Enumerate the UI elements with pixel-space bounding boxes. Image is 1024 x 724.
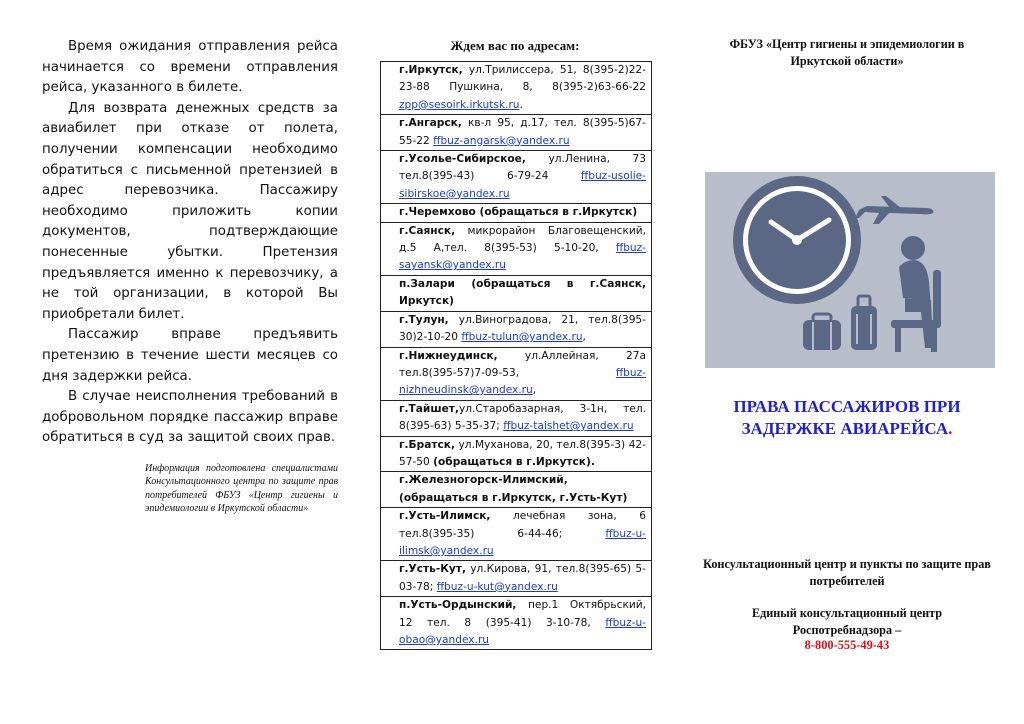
paragraph-waiting-time: Время ожидания отправления рейса начинается со времени отправления рейса, указанного в билете. (42, 39, 338, 96)
address-email-link[interactable]: zpp@sesoirk.irkutsk.ru (399, 98, 520, 111)
address-row-content (386, 276, 646, 311)
address-row (381, 223, 651, 276)
address-text: ул.Трилиссера, 51, 8(395-2)22-23-88 Пушкина, 8, 8(395-2)63-66-22 (399, 64, 646, 94)
address-text: ул.Старобазарная, 3-1н, тел. 8(395-63) 5-35-37; (399, 402, 646, 433)
address-email-link[interactable]: ffbuz-u-ilimsk@yandex.ru (399, 527, 646, 557)
headline-text: ПРАВА ПАССАЖИРОВ ПРИ ЗАДЕРЖКЕ АВИАРЕЙСА (733, 397, 961, 438)
address-tail: , (582, 331, 586, 344)
suitcase-icon (803, 314, 841, 350)
address-city: г.Тулун, (399, 313, 449, 326)
address-row-content (386, 597, 646, 649)
address-row-content (386, 115, 646, 150)
headline-dot: . (948, 419, 953, 438)
address-row-content (386, 472, 646, 507)
address-row (381, 597, 651, 649)
address-city: г.Усть-Кут, (399, 563, 466, 576)
address-table (380, 61, 652, 650)
address-row-content (386, 508, 646, 560)
address-text: ул.Ленина, 73 тел.8(395-43) 6-79-24 (399, 153, 646, 183)
address-text: ул.Аллейная, 27а тел.8(395-57)7-09-53, (399, 349, 646, 379)
address-tail: (обращаться в г.Иркутск). (433, 455, 595, 468)
address-email-link[interactable]: ffbuz-usolie-sibirskoe@yandex.ru (399, 170, 646, 200)
address-row (381, 115, 651, 151)
address-row (381, 508, 651, 561)
unified-center-line2: Роспотребнадзора – (792, 622, 902, 637)
address-city: г.Саянск, (399, 224, 456, 237)
airplane-icon (855, 196, 933, 224)
luggage-icon (851, 296, 877, 350)
address-city: г.Нижнеудинск, (399, 349, 498, 362)
address-email-link[interactable]: ffbuz-nizhneudinsk@yandex.ru (399, 366, 646, 397)
address-row-content (386, 151, 646, 203)
unified-center-line1: Единый консультационный центр (751, 606, 943, 620)
address-email-link[interactable]: ffbuz-tulun@yandex.ru (461, 331, 583, 344)
address-city: г.Черемхово (обращаться в г.Иркутск) (399, 206, 638, 219)
address-text: лечебная зона, 6 тел.8(395-35) 6-44-46; (399, 510, 646, 540)
clock-icon (733, 176, 861, 304)
address-row (381, 561, 651, 597)
address-city: г.Иркутск, (399, 64, 463, 76)
address-row-content (386, 348, 646, 400)
flight-delay-illustration (705, 172, 995, 368)
left-panel (42, 37, 338, 449)
consultation-center-label: Консультационный центр и пункты по защите прав потребителей (703, 557, 991, 588)
organization-name: ФБУЗ «Центр гигиены и эпидемиологии в Иркутской области» (729, 37, 965, 68)
address-city: г.Тайшет, (399, 402, 459, 415)
address-row (381, 437, 651, 473)
address-row-content (386, 223, 646, 275)
address-row (381, 276, 651, 312)
passenger-icon (899, 236, 933, 348)
address-row-content (386, 204, 646, 221)
paragraph-court: В случае неисполнения требований в добровольном порядке пассажир вправе обратиться в суд за защитой своих прав. (42, 389, 338, 446)
address-city: г.Братск, (399, 438, 455, 451)
address-text: кв-л 95, д.17, тел. 8(395-5)67-55-22 (399, 117, 646, 147)
illustration-svg (705, 172, 995, 368)
address-city: г.Усть-Илимск, (399, 510, 491, 523)
unified-center-label (700, 605, 994, 638)
address-city: п.Усть-Ордынский, (399, 599, 517, 612)
address-text: пер.1 Октябрьский, 12 тел. 8 (395-41) 3-10-78, (399, 599, 646, 629)
address-row-content (386, 561, 646, 596)
address-row (381, 401, 651, 437)
address-row-content (386, 62, 646, 114)
address-email-link[interactable]: ffbuz-taishet@yandex.ru (503, 420, 634, 433)
address-text: ул.Кирова, 91, тел.8(395-65) 5-03-78; (399, 563, 646, 593)
address-text: микрорайон Благовещенский, д.5 А,тел. 8(395-53) 5-10-20, (399, 224, 646, 255)
address-row-content (386, 437, 646, 472)
address-text: ул.Муханова, 20, тел.8(395-3) 42-57-50 (399, 438, 646, 468)
hotline-phone: 8-800-555-49-43 (804, 638, 890, 652)
address-row (381, 151, 651, 204)
address-city: п.Залари (обращаться в г.Саянск, Иркутск) (399, 277, 646, 308)
address-row-content (386, 312, 646, 347)
address-email-link[interactable]: ffbuz-u-kut@yandex.ru (436, 580, 558, 593)
address-city: г.Железногорск-Илимский, (обращаться в г.Иркутск, г.Усть-Кут) (399, 474, 628, 504)
addresses-title: Ждем вас по адресам: (450, 38, 580, 53)
address-row (381, 348, 651, 401)
address-email-link[interactable]: ffbuz-sayansk@yandex.ru (399, 242, 647, 272)
brochure-headline (700, 396, 994, 440)
address-text: ул.Виноградова, 21, тел.8(395-30)2-10-20 (399, 313, 646, 344)
paragraph-claim-period: Пассажир вправе предъявить претензию в течение шести месяцев со дня задержки рейса. (42, 327, 338, 384)
address-tail: . (519, 98, 523, 111)
address-row-content (386, 401, 646, 436)
paragraph-refund: Для возврата денежных средств за авиабилет при отказе от полета, получении компенсации необходимо обратиться с письменной претензией в адрес перевозчика. Пассажиру необходимо приложить копии документов, подтверждающие понесенные убытки. Претензия предъявляется именно к перевозчику, а не той организации, в которой Вы приобретали билет. (42, 100, 338, 322)
address-row (381, 312, 651, 348)
address-row (381, 62, 651, 115)
address-city: г.Усолье-Сибирское, (399, 153, 526, 166)
address-tail: , (532, 384, 537, 397)
address-row (381, 472, 651, 508)
address-city: г.Ангарск, (399, 117, 462, 130)
address-email-link[interactable]: ffbuz-angarsk@yandex.ru (433, 134, 570, 147)
address-row (381, 204, 651, 222)
address-email-link[interactable]: ffbuz-u-obao@yandex.ru (399, 616, 646, 646)
credit-note: Информация подготовлена специалистами Консультационного центра по защите прав потребителей ФБУЗ «Центр гигиены и эпидемиологии в Иркутской области» (145, 463, 338, 515)
